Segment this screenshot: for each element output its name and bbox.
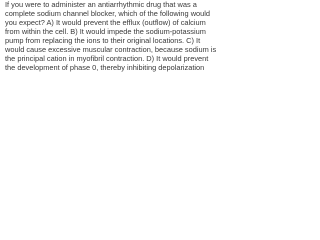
question-line: If you were to administer an antiarrhythmic drug that was a — [5, 0, 197, 9]
question-line: would cause excessive muscular contraction, because sodium is — [5, 45, 217, 54]
question-line: the principal cation in myofibril contraction. D) It would prevent — [5, 54, 209, 63]
question-line: you expect? A) It would prevent the efflux (outflow) of calcium — [5, 18, 206, 27]
question-line: the development of phase 0, thereby inhibiting depolarization — [5, 63, 205, 72]
question-line: complete sodium channel blocker, which of the following would — [5, 9, 210, 18]
question-line: pump from replacing the ions to their original locations. C) It — [5, 36, 201, 45]
question-line: from within the cell. B) It would impede the sodium-potassium — [5, 27, 206, 36]
question-text-block — [0, 0, 235, 88]
